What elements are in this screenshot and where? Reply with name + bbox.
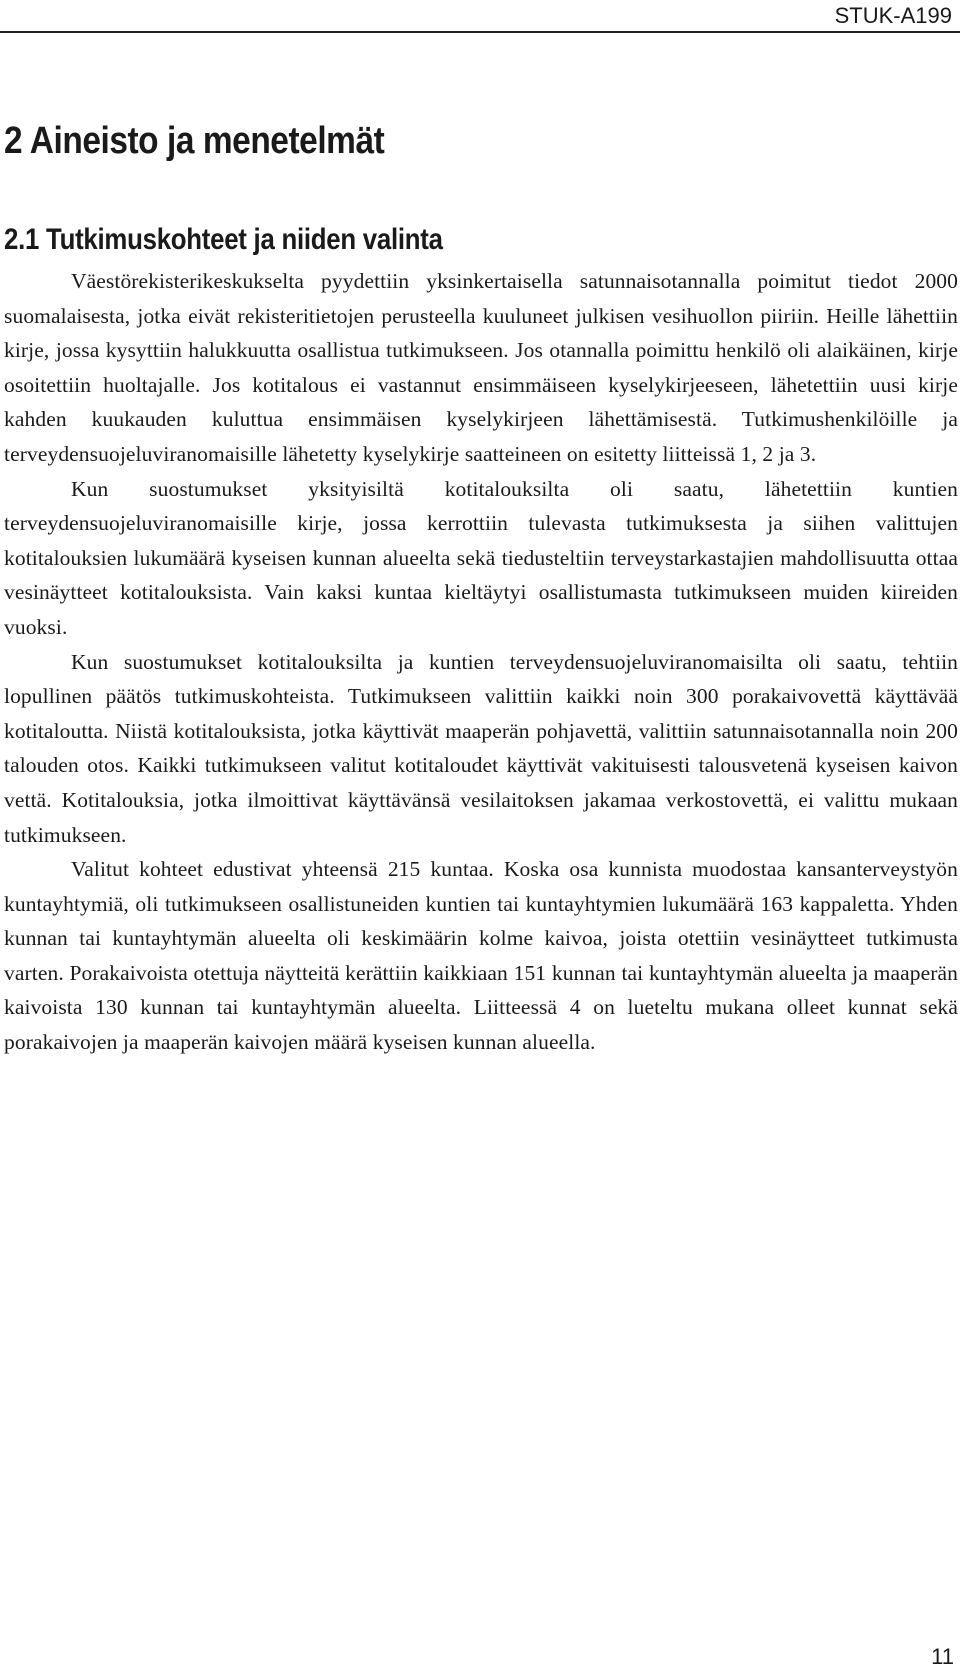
page-number: 11 — [931, 1644, 954, 1669]
report-code: STUK-A199 — [834, 3, 952, 28]
section-title: 2.1 Tutkimuskohteet ja niiden valinta — [4, 223, 443, 256]
paragraph: Kun suostumukset yksityisiltä kotitalouksilta oli saatu, lähetettiin kuntien terveydensuojeluviranomaisille kirje, jossa kerrottiin tulevasta tutkimuksesta ja siihen valittujen kotitalouksien lukumäärä kyseisen kunnan alueelta sekä tiedusteltiin terveystarkastajien mahdollisuutta ottaa vesinäytteet kotitalouksista. Vain kaksi kuntaa kieltäytyi osallistumasta tutkimukseen muiden kiireiden vuoksi. — [4, 476, 958, 639]
paragraph: Valitut kohteet edustivat yhteensä 215 kuntaa. Koska osa kunnista muodostaa kansanterveystyön kuntayhtymiä, oli tutkimukseen osallistuneiden kuntien tai kuntayhtymien lukumäärä 163 kappaletta. Yhden kunnan tai kuntayhtymän alueelta oli keskimäärin kolme kaivoa, joista otettiin vesinäytteet tutkimusta varten. Porakaivoista otettuja näytteitä kerättiin kaikkiaan 151 kunnan tai kuntayhtymän alueelta ja maaperän kaivoista 130 kunnan tai kuntayhtymän alueelta. Liitteessä 4 on lueteltu mukana olleet kunnat sekä porakaivojen ja maaperän kaivojen määrä kyseisen kunnan alueella. — [4, 857, 958, 1055]
paragraph: Kun suostumukset kotitalouksilta ja kuntien terveydensuojeluviranomaisilta oli saatu, tehtiin lopullinen päätös tutkimuskohteista. Tutkimukseen valittiin kaikki noin 300 porakaivovettä käyttävää kotitaloutta. Niistä kotitalouksista, jotka käyttivät maaperän pohjavettä, valittiin satunnaisotannalla noin 200 talouden otos. Kaikki tutkimukseen valitut kotitaloudet käyttivät vakituisesti talousvetenä kyseisen kaivon vettä. Kotitalouksia, jotka ilmoittivat käyttävänsä vesilaitoksen jakamaa verkostovettä, ei valittu mukaan tutkimukseen. — [4, 649, 958, 847]
paragraph: Väestörekisterikeskukselta pyydettiin yksinkertaisella satunnaisotannalla poimitut tiedot 2000 suomalaisesta, jotka eivät rekisteritietojen perusteella kuuluneet julkisen vesihuollon piiriin. Heille lähettiin kirje, jossa kysyttiin halukkuutta osallistua tutkimukseen. Jos otannalla poimittu henkilö oli alaikäinen, kirje osoitettiin huoltajalle. Jos kotitalous ei vastannut ensimmäiseen kyselykirjeeseen, lähetettiin uusi kirje kahden kuukauden kuluttua ensimmäisen kyselykirjeen lähettämisestä. Tutkimushenkilöille ja terveydensuojeluviranomaisille lähetetty kyselykirje saatteineen on esitetty liitteissä 1, 2 ja 3. — [4, 269, 958, 466]
body-text — [4, 264, 958, 1060]
header-rule — [0, 31, 960, 33]
running-header — [0, 0, 960, 32]
chapter-title: 2 Aineisto ja menetelmät — [4, 120, 385, 162]
